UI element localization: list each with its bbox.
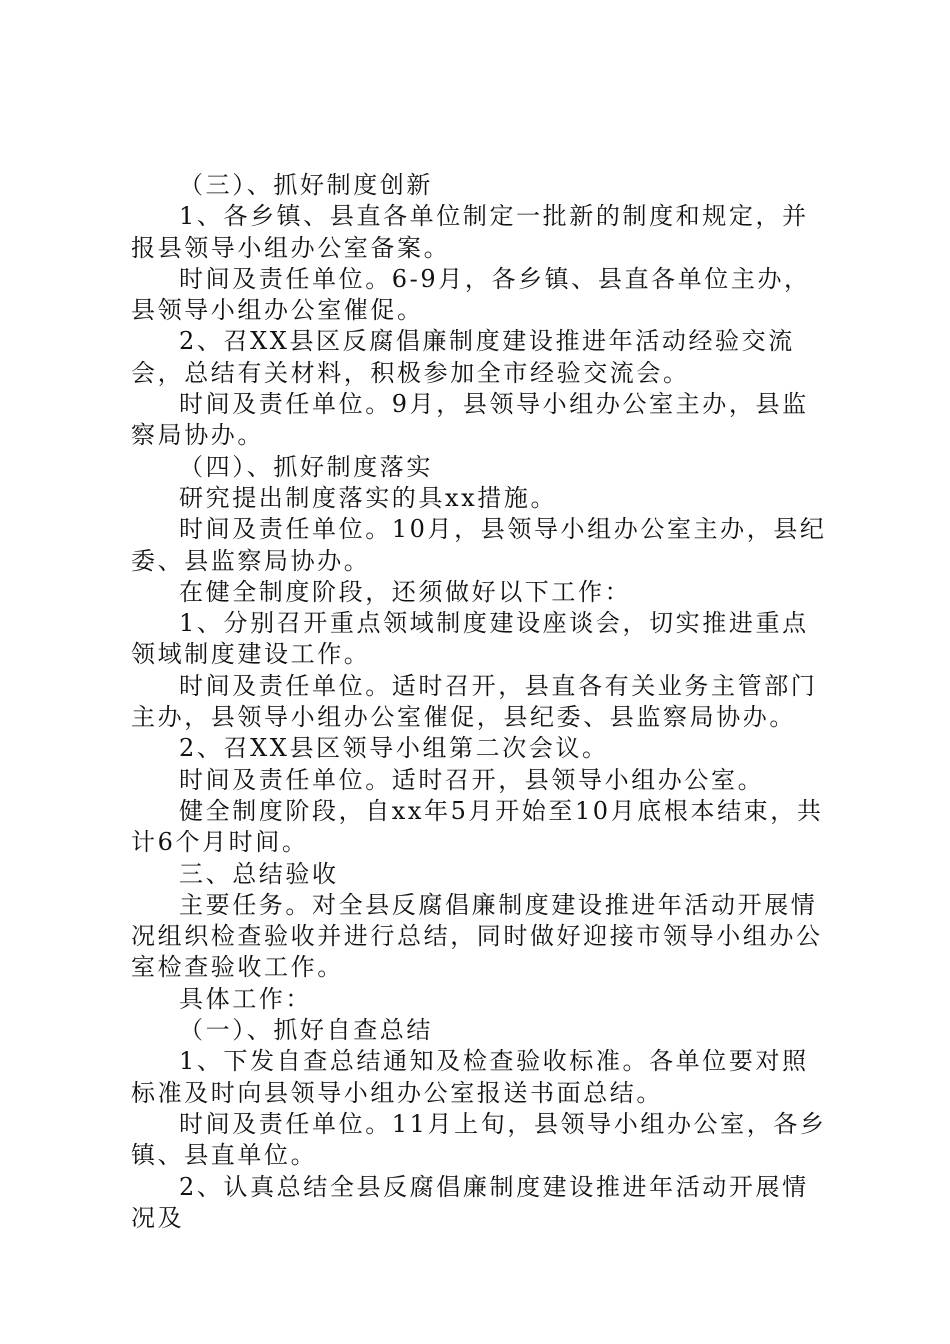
paragraph: 2、召XX县区领导小组第二次会议。 <box>179 734 609 763</box>
section-heading-4: （四）、抓好制度落实 <box>179 452 433 481</box>
paragraph: 在健全制度阶段，还须做好以下工作： <box>179 577 632 606</box>
paragraph: 1、分别召开重点领域制度建设座谈会，切实推进重点领域制度建设工作。 <box>131 609 809 669</box>
paragraph: 时间及责任单位。6-9月，各乡镇、县直各单位主办，县领导小组办公室催促。 <box>131 264 811 325</box>
paragraph: 时间及责任单位。9月，县领导小组办公室主办，县监察局协办。 <box>131 390 809 450</box>
paragraph: 时间及责任单位。10月，县领导小组办公室主办，县纪委、县监察局协办。 <box>131 515 827 575</box>
paragraph: 时间及责任单位。11月上旬，县领导小组办公室，各乡镇、县直单位。 <box>131 1109 827 1170</box>
paragraph: 健全制度阶段，自xx年5月开始至10月底根本结束，共计6个月时间。 <box>131 796 824 857</box>
document-body <box>131 170 831 1234</box>
paragraph: 时间及责任单位。适时召开，县领导小组办公室。 <box>179 765 765 794</box>
paragraph: 研究提出制度落实的具xx措施。 <box>179 483 558 512</box>
paragraph: 1、各乡镇、县直各单位制定一批新的制度和规定，并报县领导小组办公室备案。 <box>131 202 809 262</box>
section-heading-3: （三）、抓好制度创新 <box>179 171 433 199</box>
paragraph: 主要任务。对全县反腐倡廉制度建设推进年活动开展情况组织检查验收并进行总结，同时做好迎接市领导小组办公室检查验收工作。 <box>131 890 823 982</box>
paragraph: 2、认真总结全县反腐倡廉制度建设推进年活动开展情况及 <box>131 1172 809 1232</box>
paragraph: 具体工作： <box>179 984 312 1013</box>
section-heading-summary: 三、总结验收 <box>179 859 339 888</box>
paragraph: 1、下发自查总结通知及检查验收标准。各单位要对照标准及时向县领导小组办公室报送书面总结。 <box>131 1047 809 1107</box>
paragraph: 时间及责任单位。适时召开，县直各有关业务主管部门主办，县领导小组办公室催促，县纪委、县监察局协办。 <box>131 671 818 732</box>
paragraph: 2、召XX县区反腐倡廉制度建设推进年活动经验交流会，总结有关材料，积极参加全市经验交流会。 <box>131 327 795 387</box>
section-heading-1: （一）、抓好自查总结 <box>179 1016 433 1045</box>
